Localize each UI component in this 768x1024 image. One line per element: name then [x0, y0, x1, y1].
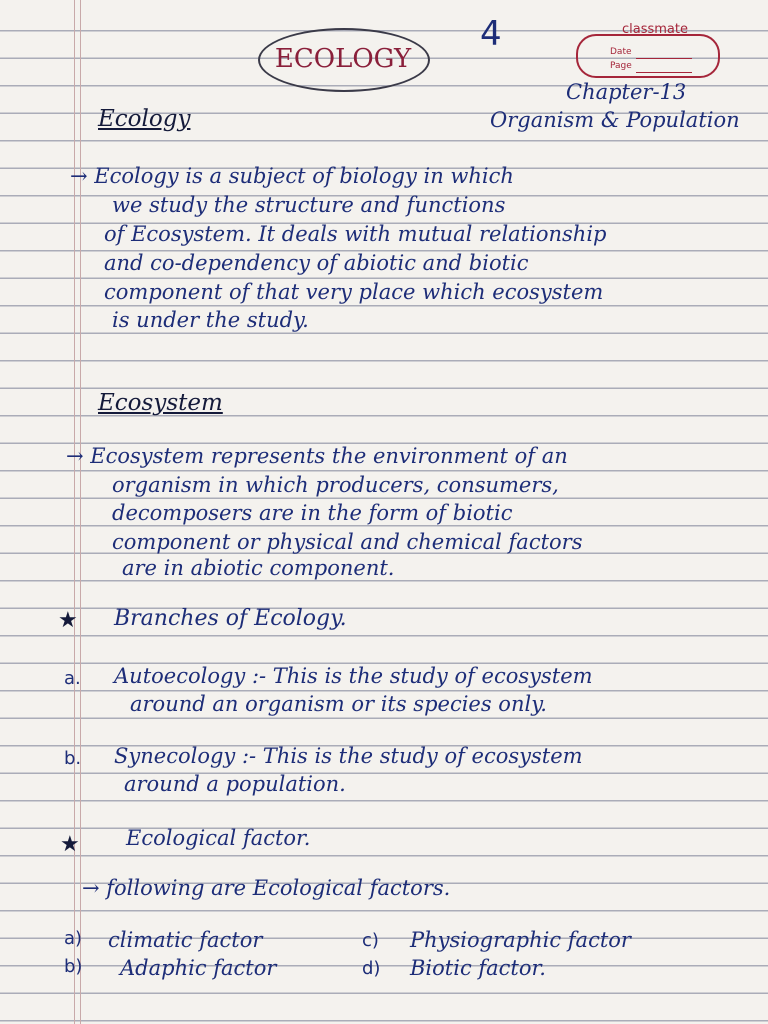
text-line: around an organism or its species only.	[130, 692, 547, 716]
branches-heading: Branches of Ecology.	[114, 606, 347, 631]
chapter-subtitle: Organism & Population	[490, 108, 740, 132]
section-heading-ecology: Ecology	[98, 106, 191, 132]
list-marker: c)	[362, 930, 379, 951]
text-line: and co-dependency of abiotic and biotic	[104, 251, 529, 275]
list-marker: a.	[64, 668, 81, 689]
margin-line	[74, 0, 75, 1024]
page-title: ECOLOGY	[274, 44, 412, 74]
star-bullet-icon: ★	[58, 608, 78, 633]
text-line: are in abiotic component.	[122, 556, 395, 580]
factor-item: climatic factor	[108, 928, 263, 952]
factors-heading: Ecological factor.	[126, 826, 311, 850]
text-line: decomposers are in the form of biotic	[112, 501, 513, 525]
section-heading-ecosystem: Ecosystem	[98, 390, 223, 416]
text-line: Synecology :- This is the study of ecosystem	[114, 744, 583, 768]
page-label: Page	[610, 61, 632, 71]
text-line: is under the study.	[112, 308, 309, 332]
page-rule	[636, 72, 692, 73]
factor-item: Physiographic factor	[410, 928, 631, 952]
text-line: component of that very place which ecosystem	[104, 280, 604, 304]
text-line: → Ecology is a subject of biology in which	[70, 164, 514, 188]
factors-intro: → following are Ecological factors.	[82, 876, 451, 900]
list-marker: b.	[64, 748, 82, 769]
list-marker: d)	[362, 958, 381, 979]
date-label: Date	[610, 47, 632, 57]
date-rule	[636, 58, 692, 59]
factor-item: Biotic factor.	[410, 956, 546, 980]
chapter-label: Chapter-13	[566, 80, 687, 104]
list-marker: b)	[64, 956, 83, 977]
text-line: around a population.	[124, 772, 346, 796]
chapter-number: 4	[480, 14, 502, 54]
text-line: → Ecosystem represents the environment of an	[66, 444, 568, 468]
star-bullet-icon: ★	[60, 832, 80, 857]
factor-item: Adaphic factor	[120, 956, 277, 980]
brand-logo: classmate	[622, 22, 688, 37]
text-line: we study the structure and functions	[112, 193, 506, 217]
text-line: organism in which producers, consumers,	[112, 473, 559, 497]
text-line: Autoecology :- This is the study of ecosystem	[114, 664, 593, 688]
text-line: component or physical and chemical factors	[112, 530, 583, 554]
margin-line	[80, 0, 81, 1024]
text-line: of Ecosystem. It deals with mutual relationship	[104, 222, 607, 246]
list-marker: a)	[64, 928, 83, 949]
